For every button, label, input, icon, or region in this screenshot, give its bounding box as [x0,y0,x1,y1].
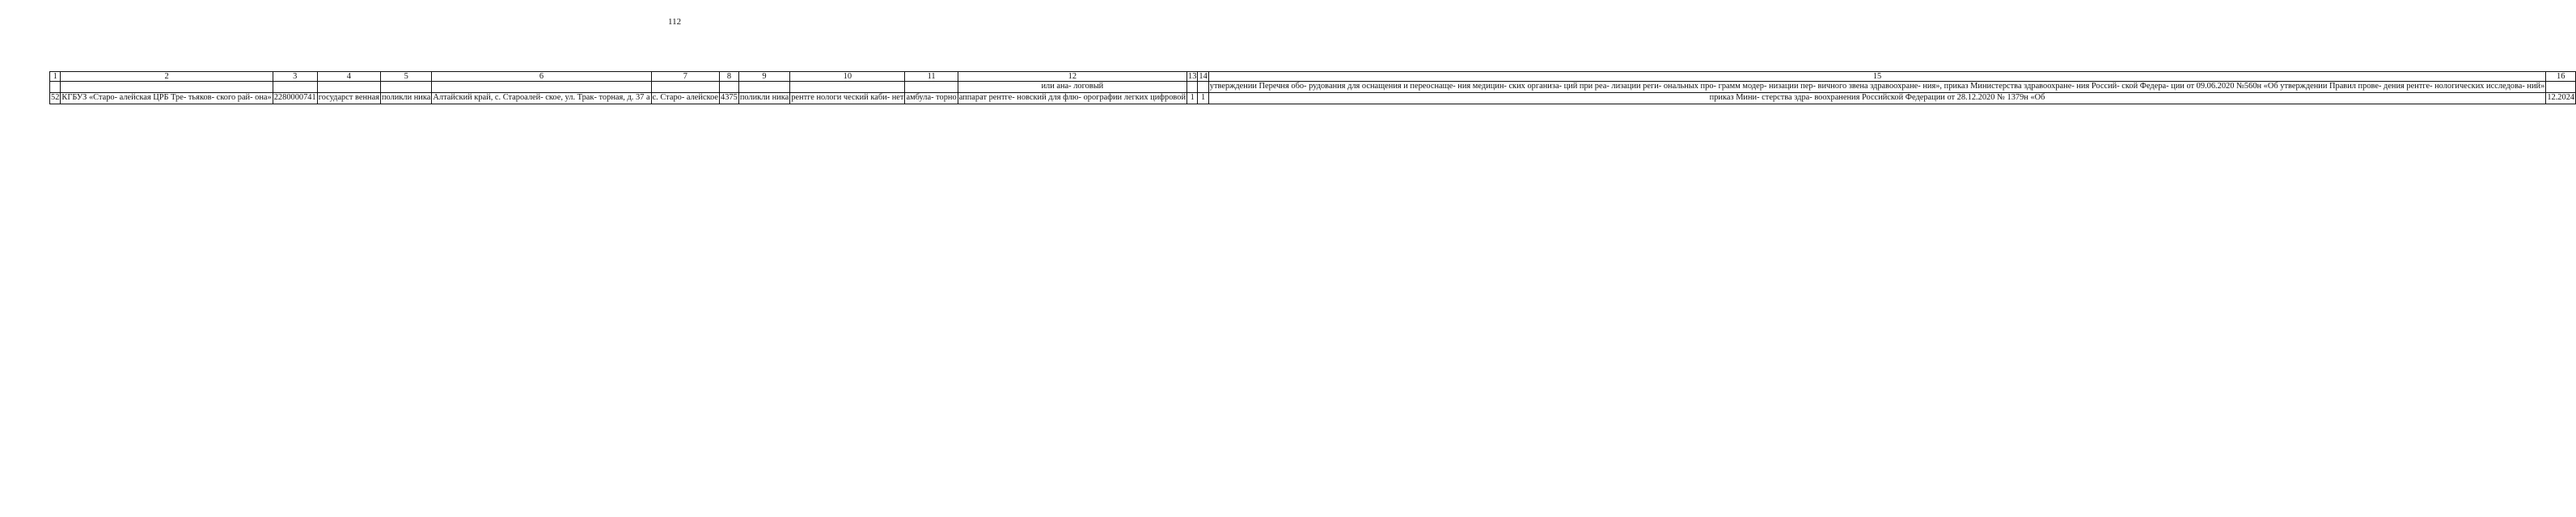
header-cell: 1 [50,72,61,82]
table-row-52 [50,92,2576,104]
cell-population: 4375 [720,92,739,104]
header-cell: 7 [651,72,719,82]
cell-equipment-type: или ана- логовый [958,82,1186,93]
cell-empty [2546,82,2576,93]
header-cell: 8 [720,72,739,82]
header-cell: 11 [905,72,958,82]
cell-empty [790,82,905,93]
cell-empty [273,82,317,93]
cell-empty [432,82,651,93]
table-row-continuation [50,82,2576,93]
cell-department: рентге нологи ческий каби- нет [790,92,905,104]
header-cell: 3 [273,72,317,82]
header-cell: 13 [1188,72,1197,81]
header-row [50,72,2576,82]
cell-row-number: 52 [50,92,61,104]
equipment-table [49,71,2576,104]
cell-facility-type: поликли ника [380,92,431,104]
header-cell: 2 [61,72,273,82]
header-cell: 12 [958,72,1186,82]
cell-empty [317,82,380,93]
cell-empty [720,82,739,93]
cell-legal-basis: утверждении Перечня обо- рудования для оснащения и переоснаще- ния медицин- ских организа- ций при реа- лизации реги- ональных про- грамм модер- низации пер- вичного звена здравоохране- ния», приказ Министерства здравоохране- ния Россий- ской Федера- ции от 09.06.2020 №560н «Об утверждении Правил прове- дения рентге- нологических исследова- ний» [1208,82,2546,93]
cell-legal-basis: приказ Мини- стерства здра- воохранения Российской Федерации от 28.12.2020 № 1379н «Об [1208,92,2546,104]
cell-equipment-type: аппарат рентге- новский для флю- орографии легких цифровой [958,92,1186,104]
cell-empty [380,82,431,93]
cell-address: Алтайский край, с. Староалей- ское, ул. Трак- торная, д. 37 а [432,92,651,104]
cell-settlement: с. Старо- алейское [651,92,719,104]
cell-care-condition: амбула- торно [905,92,958,104]
cell-empty [1187,82,1198,93]
cell-inn: 2280000741 [273,92,317,104]
header-cell: 14 [1199,72,1208,81]
header-cell: 6 [432,72,651,82]
header-cell: 9 [738,72,789,82]
cell-organization: КГБУЗ «Старо- алейская ЦРБ Тре- тьяков- ского рай- она» [61,92,273,104]
cell-empty [50,82,61,93]
cell-quantity: 1 [1187,92,1198,104]
cell-empty [1198,82,1208,93]
header-cell: 15 [1208,72,2546,82]
cell-empty [738,82,789,93]
header-cell: 4 [317,72,380,82]
page-number: 112 [668,17,682,27]
header-cell: 16 [2546,72,2576,82]
cell-quantity-planned: 1 [1198,92,1208,104]
cell-empty [905,82,958,93]
cell-empty [651,82,719,93]
cell-ownership: государст венная [317,92,380,104]
header-cell: 5 [380,72,431,82]
cell-deadline: 12.2024 [2546,92,2576,104]
header-cell: 10 [790,72,905,82]
cell-empty [61,82,273,93]
cell-unit-type: поликли ника [738,92,789,104]
